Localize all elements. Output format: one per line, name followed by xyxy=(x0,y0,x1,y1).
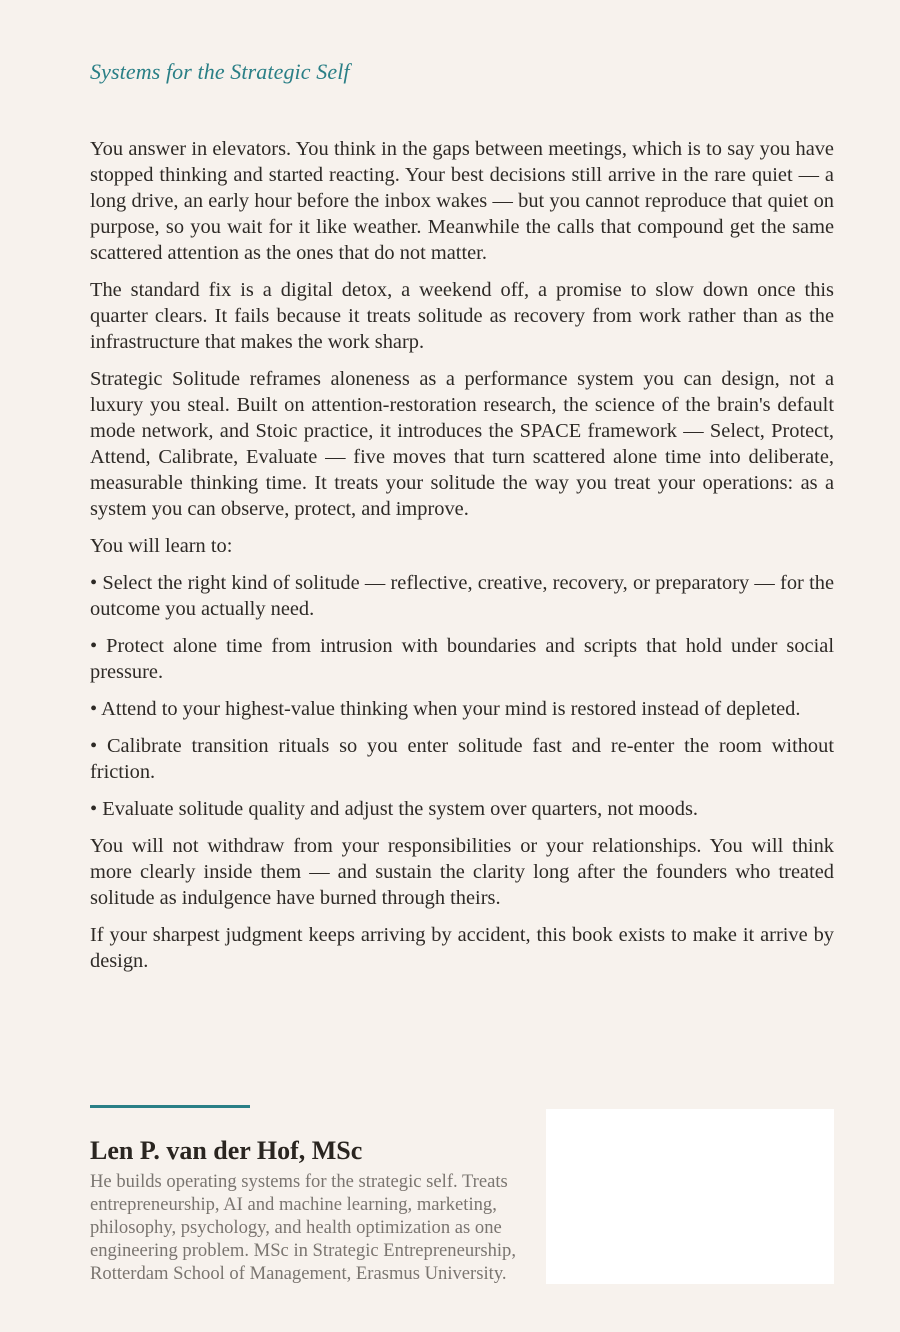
author-photo-placeholder xyxy=(546,1109,834,1284)
bullet-attend: • Attend to your highest-value thinking when your mind is restored instead of depleted. xyxy=(90,698,801,720)
paragraph-learn-intro: You will learn to: xyxy=(90,535,233,557)
bullet-calibrate: • Calibrate transition rituals so you enter solitude fast and re-enter the room without friction. xyxy=(90,735,834,783)
paragraph-intro: You answer in elevators. You think in the gaps between meetings, which is to say you have stopped thinking and started reacting. Your best decisions still arrive in the rare quiet — a long drive, an early hour before the inbox wakes — but you cannot reproduce that quiet on purpose, so you wait for it like weather. Meanwhile the calls that compound get the same scattered attention as the ones that do not matter. xyxy=(90,138,834,264)
paragraph-final: If your sharpest judgment keeps arriving by accident, this book exists to make it arrive by design. xyxy=(90,924,834,972)
bullet-protect: • Protect alone time from intrusion with boundaries and scripts that hold under social pressure. xyxy=(90,635,834,683)
paragraph-solution: Strategic Solitude reframes aloneness as a performance system you can design, not a luxury you steal. Built on attention-restoration research, the science of the brain's default mode network, and Stoic practice, it introduces the SPACE framework — Select, Protect, Attend, Calibrate, Evaluate — five moves that turn scattered alone time into deliberate, measurable thinking time. It treats your solitude the way you treat your operations: as a system you can observe, protect, and improve. xyxy=(90,368,834,520)
section-divider xyxy=(90,1105,250,1108)
paragraph-closing: You will not withdraw from your responsibilities or your relationships. You will think more clearly inside them — and sustain the clarity long after the founders who treated solitude as indulgence have burned through theirs. xyxy=(90,835,834,909)
author-name: Len P. van der Hof, MSc xyxy=(90,1136,363,1165)
paragraph-problem: The standard fix is a digital detox, a weekend off, a promise to slow down once this quarter clears. It fails because it treats solitude as recovery from work rather than as the infrastructure that makes the work sharp. xyxy=(90,279,834,353)
author-bio: He builds operating systems for the strategic self. Treats entrepreneurship, AI and machine learning, marketing, philosophy, psychology, and health optimization as one engineering problem. MSc in Strategic Entrepreneurship, Rotterdam School of Management, Erasmus University. xyxy=(90,1171,516,1284)
series-title: Systems for the Strategic Self xyxy=(90,59,350,84)
bullet-select: • Select the right kind of solitude — reflective, creative, recovery, or preparatory — for the outcome you actually need. xyxy=(90,572,834,620)
book-description xyxy=(90,136,834,985)
bullet-evaluate: • Evaluate solitude quality and adjust the system over quarters, not moods. xyxy=(90,798,698,820)
